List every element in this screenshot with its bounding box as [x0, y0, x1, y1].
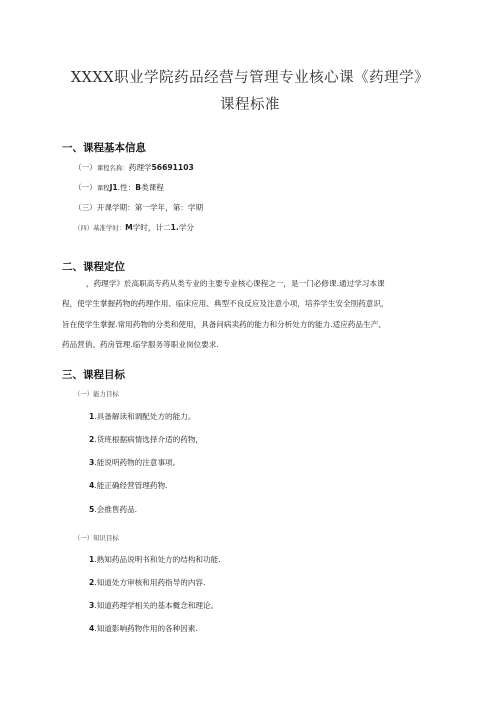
item-label: 课程 [96, 184, 110, 192]
item-value: 药理学 [128, 163, 152, 172]
item-label: 基准学时： [93, 224, 126, 232]
item-text: .能正确经营管理药物. [94, 481, 168, 490]
list-item [89, 411, 195, 422]
paragraph-line: 旨在使学生掌握.常用药物的分类和使用，具备问病卖药的能力和分析处方的能力.适应药品生产、 [62, 319, 386, 329]
item-text: 学时，计二 [132, 223, 171, 232]
item-text: .知道处方审核和用药指导的内容. [94, 578, 206, 587]
list-item [89, 457, 180, 468]
item-text: .能说明药物的注意事项。 [94, 458, 181, 467]
list-item [89, 600, 218, 611]
item-text: .货班根据病情选择介适的药物， [94, 435, 204, 444]
item-text: .熟知药品说明书和处方的结构和功能. [94, 555, 221, 564]
item-number: 2 [89, 578, 95, 587]
positioning-paragraph [62, 274, 436, 355]
info-course-type [74, 182, 164, 193]
item-label: 课程名称： [96, 164, 129, 172]
section-heading-positioning: 二、课程定位 [62, 261, 125, 273]
list-item [89, 577, 205, 588]
item-text: .会推售药品. [94, 505, 138, 514]
item-number: 1 [89, 412, 95, 421]
item-prefix: （四） [74, 224, 94, 232]
subsection-knowledge-goals: （一）知识目标 [74, 534, 119, 542]
item-text: 类课程 [141, 183, 164, 192]
item-text: .性： [117, 183, 136, 192]
item-code: 1. [170, 223, 179, 232]
item-number: 1 [89, 555, 95, 564]
item-number: 3 [89, 601, 95, 610]
paragraph-line: ，药理学》於高职高专药从类专业的主要专业核心课程之一，是一门必修课.通过学习本课 [86, 279, 385, 288]
item-code: M [125, 223, 133, 232]
item-prefix: （一） [74, 183, 97, 192]
item-text: .具备解读和调配处方的能力。 [94, 412, 196, 421]
item-number: 3 [89, 458, 95, 467]
list-item [89, 623, 198, 634]
document-title: XXXX职业学院药品经营与管理专业核心课《药理学》 [70, 70, 430, 86]
item-text: .知道影响药物作用的各种因素. [94, 624, 198, 633]
item-number: 5 [89, 505, 95, 514]
item-text: .知道药理学相关的基本概念和理论。 [94, 601, 219, 610]
info-hours [74, 222, 194, 233]
item-prefix: （一） [74, 163, 97, 172]
item-number: 4 [89, 481, 95, 490]
section-heading-objectives: 三、课程目标 [62, 369, 125, 381]
paragraph-line: 药品营俏、药房管理.临学服务等职业岗位要求. [62, 339, 219, 349]
list-item [89, 504, 137, 515]
info-course-name [74, 162, 194, 173]
paragraph-line: 程，使学生掌握药物的药理作用、临床应用、典型不良反应及注意小项，培养学生安全刖药意识， [62, 299, 389, 309]
item-number: 2 [89, 435, 95, 444]
section-heading-basic-info: 一、课程基本信息 [62, 142, 146, 154]
subsection-ability-goals: （一）能力目标 [74, 390, 119, 398]
item-code: J1 [109, 183, 118, 192]
list-item [89, 480, 167, 491]
list-item [89, 554, 221, 565]
list-item [89, 434, 203, 445]
item-number: 4 [89, 624, 95, 633]
item-text: 学分 [178, 223, 195, 232]
item-code: B [135, 183, 142, 192]
item-prefix: （三） [74, 203, 97, 212]
info-semester [74, 202, 203, 213]
course-code: 56691103 [151, 163, 194, 172]
document-subtitle: 课程标准 [220, 97, 280, 113]
item-label: 开课学期：第一学年，第：学期 [96, 203, 204, 212]
